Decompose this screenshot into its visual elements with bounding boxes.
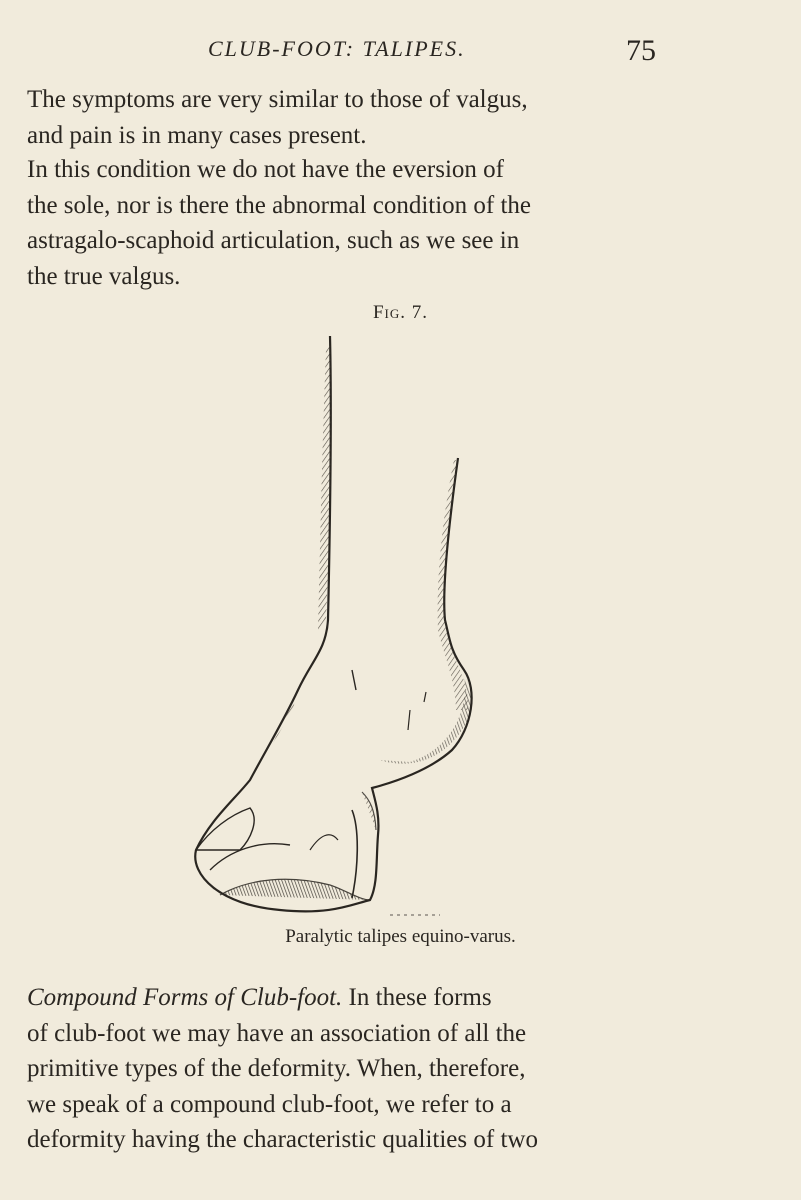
figure-caption: Paralytic talipes equino-varus. — [285, 926, 516, 947]
text-line: In this condition we do not have the eversion of — [27, 156, 504, 183]
text-line: deformity having the characteristic qualities of two — [27, 1126, 538, 1154]
text-line: and pain is in many cases present. — [27, 121, 367, 149]
section-heading: Compound Forms of Club-foot. — [27, 984, 343, 1011]
paragraph-compound-forms — [27, 980, 773, 1158]
running-head — [0, 36, 801, 70]
page-number: 75 — [626, 34, 656, 67]
running-title: CLUB-FOOT: TALIPES. — [208, 36, 466, 61]
text-line: the true valgus. — [27, 262, 181, 290]
text-line: astragalo-scaphoid articulation, such as we see in — [27, 227, 520, 255]
text-line: the sole, nor is there the abnormal condition of the — [27, 191, 532, 219]
figure-label: Fig. 7. — [372, 302, 429, 323]
text-line: The symptoms are very similar to those of valgus, — [27, 86, 528, 113]
text-fragment: In these forms — [342, 984, 492, 1011]
text-line: of club-foot we may have an association of all the — [27, 1019, 527, 1047]
text-line: primitive types of the deformity. When, therefore, — [27, 1055, 526, 1083]
paragraph-condition — [27, 152, 773, 294]
text-line — [27, 980, 773, 1016]
paragraph-valgus-symptoms — [27, 82, 773, 153]
foot-illustration — [180, 330, 500, 920]
text-line: we speak of a compound club-foot, we refer to a — [27, 1090, 512, 1118]
